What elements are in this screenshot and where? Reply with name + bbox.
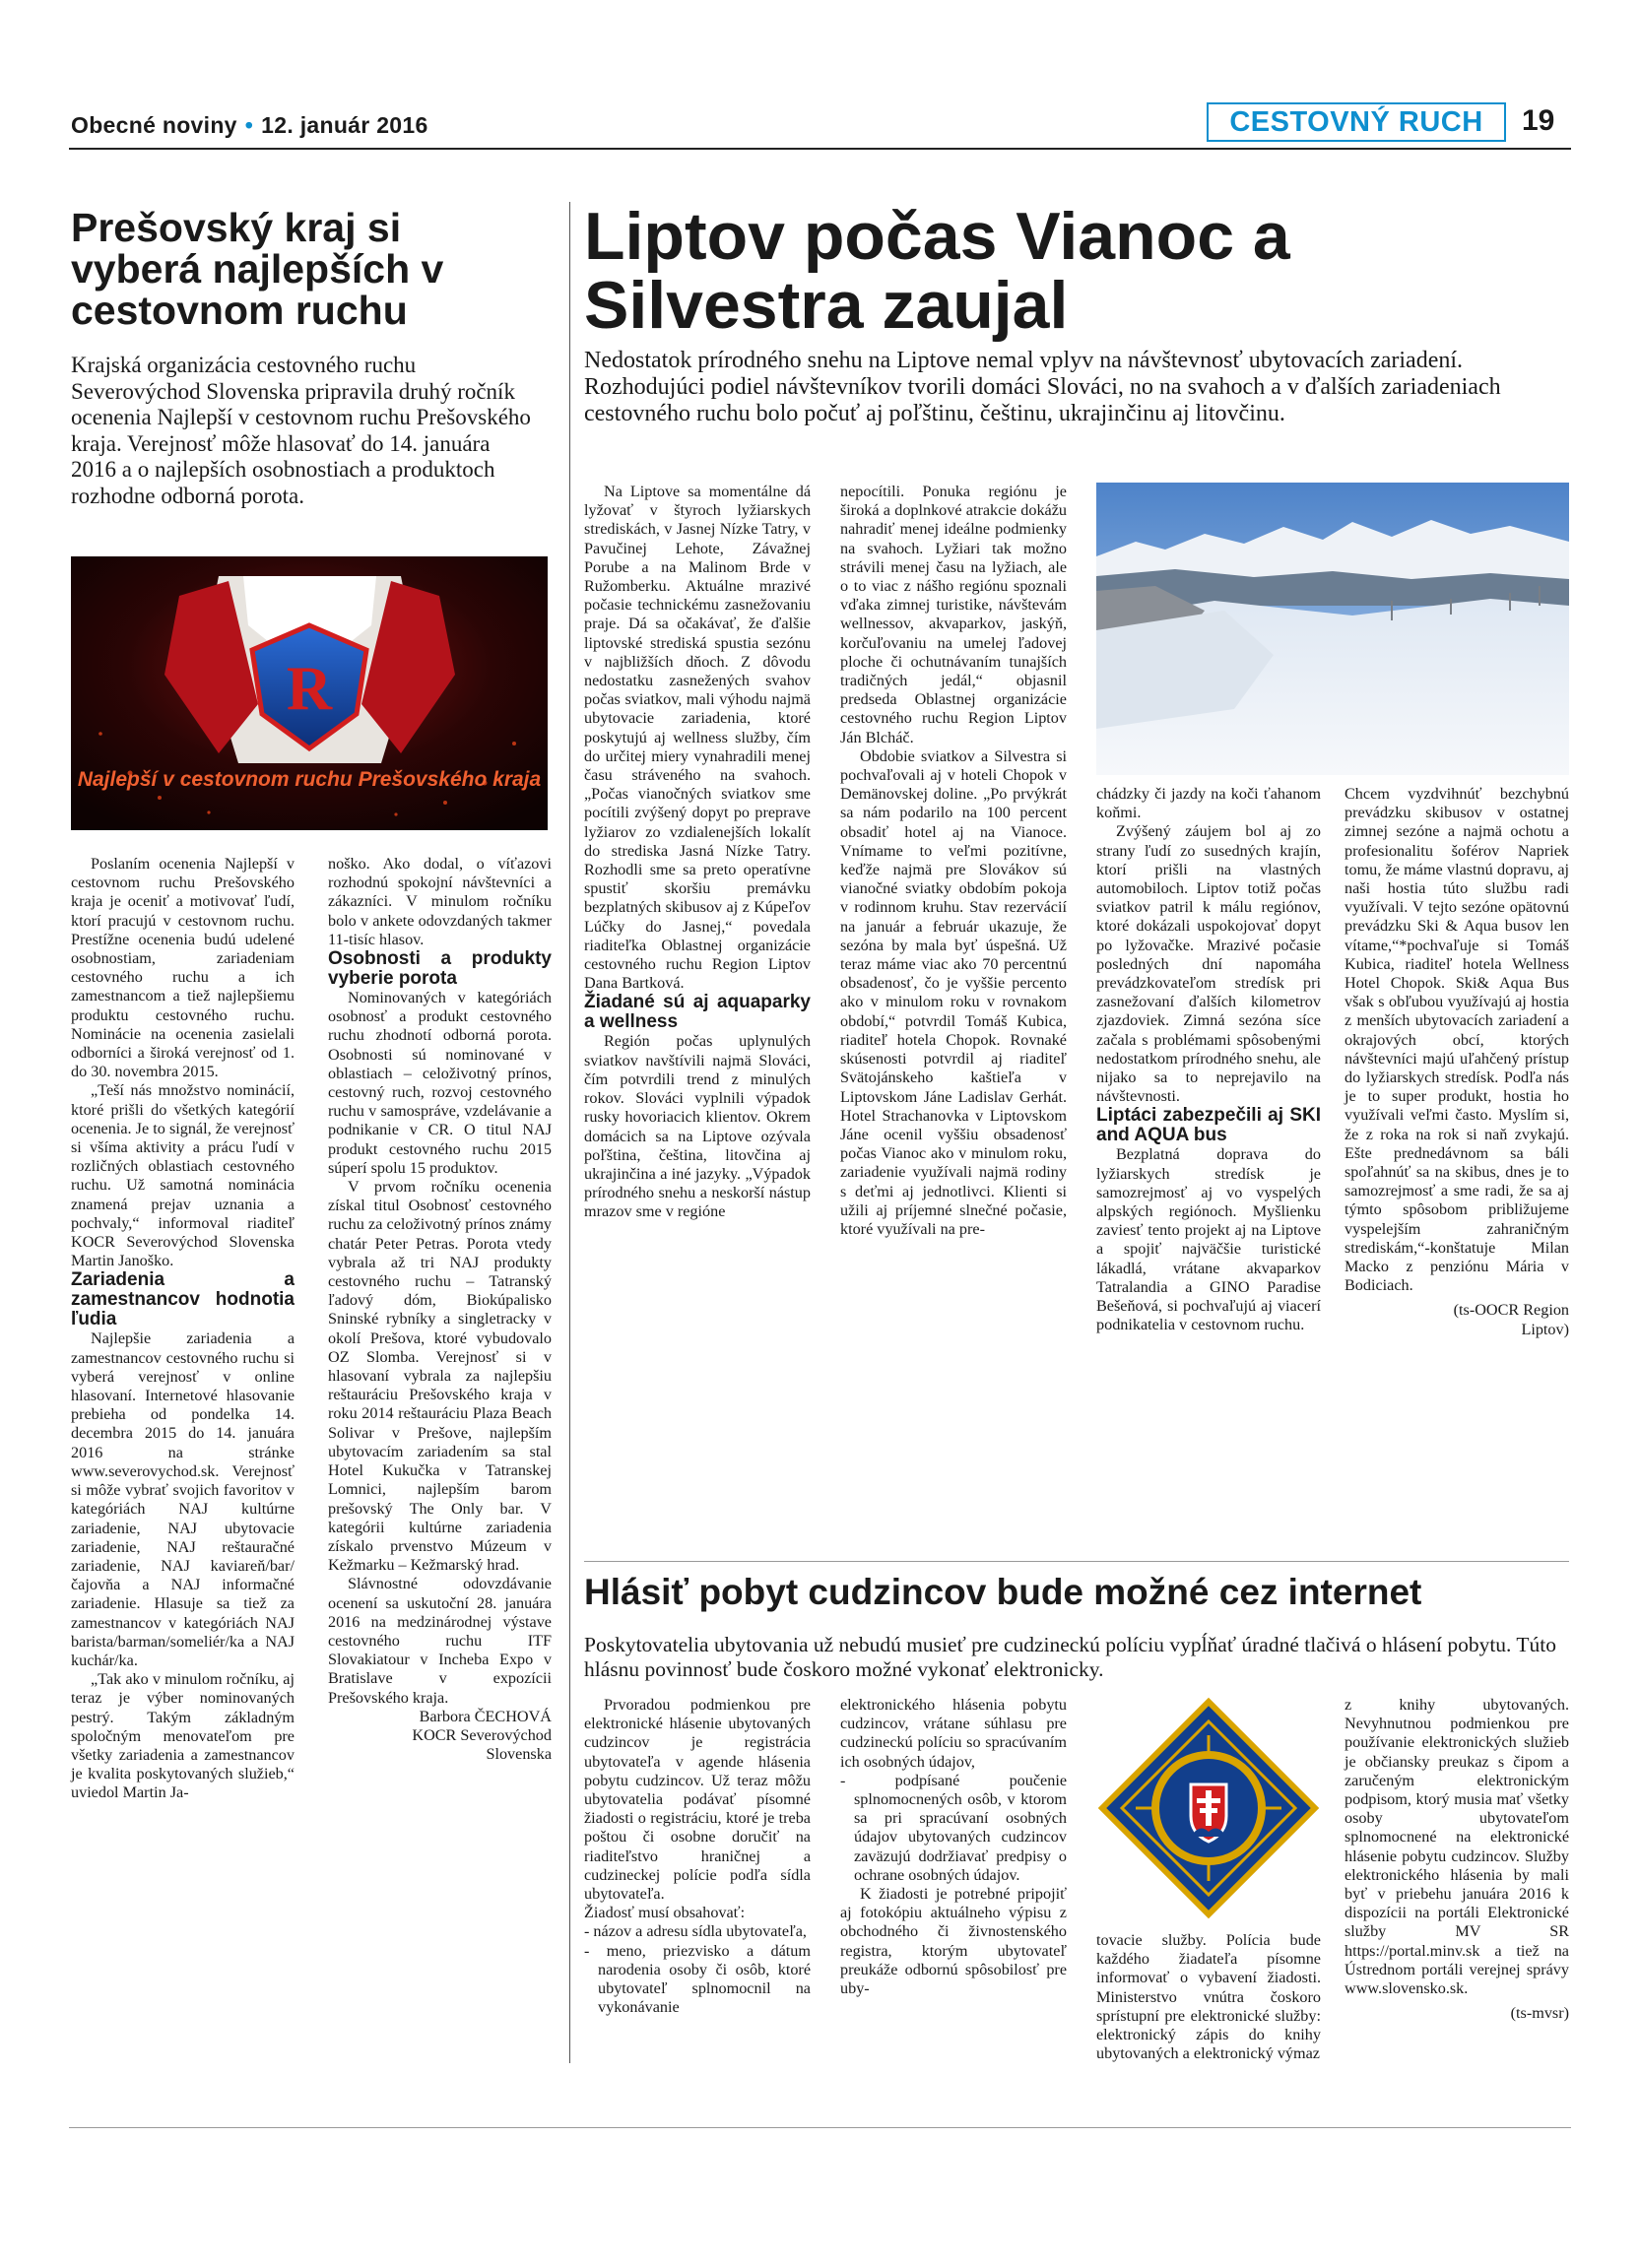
issue-date: 12. január 2016 — [261, 112, 428, 138]
page-number: 19 — [1522, 104, 1555, 137]
paragraph: Bezplatná doprava do lyžiarskych stredísk je samozrejmosť aj vo vyspelých alpských regiónoch. Myšlienku zaviesť tento projekt aj na Liptove a spojiť najväčšie turistické lákadlá, vrátane akvaparkov Tatralandia a GINO Paradise Bešeňová, si pochvaľujú aj viacerí podnikatelia v cestovnom ruchu. — [1096, 1145, 1321, 1334]
paragraph: V prvom ročníku ocenenia získal titul Osobnosť cestovného ruchu za celoživotný prínos známy chatár Peter Petras. Porota vtedy vybrala až tri NAJ produkty cestovného ruchu – Tatranský ľadový dóm, Biokúpalisko Sninské rybníky a singletracky v okolí Prešova, ktoré vybudovalo OZ Slomba. Verejnosť si v hlasovaní vybrala za najlepšiu reštauráciu Prešovského kraja v roku 2014 reštauráciu Plaza Beach Solivar v Prešove, najlepším ubytovacím zariadením sa stal Hotel Kukučka v Tatranskej Lomnici, najlepším barom prešovský The Only bar. V kategórii kultúrne zariadenia získalo prvenstvo Múzeum v Kežmarku – Kežmarský hrad. — [328, 1178, 552, 1575]
paragraph: Najlepšie zariadenia a zamestnancov cestovného ruchu si vyberá verejnosť v online hlasovaní. Internetové hlasovanie prebieha od pondelka 14. decembra 2015 do 14. januára 2016 na stránke www.severovychod.sk. Verejnosť si môže vybrať svojich favoritov v kategóriách NAJ kultúrne zariadenie, NAJ ubytovacie zariadenie, NAJ reštauračné zariadenie, NAJ kaviareň/bar/čajovňa a NAJ informačné zariadenie. Hlasuje sa tiež za zamestnancov v kategóriách NAJ barista/barman/someliér/ka a NAJ kuchár/ka. — [71, 1329, 295, 1669]
signature-line: Liptov) — [1521, 1320, 1569, 1338]
paragraph: z knihy ubytovaných. Nevyhnutnou podmienkou pre používanie elektronických služieb je občiansky preukaz s čipom a zaručeným elektronickým podpisom, ktorý musia mať všetky osoby ubytovateľom splnomocnené na elektronické hlásenie pobytu cudzincov. Služby elektronického hlásenia by mali byť v priebehu januára 2016 k dispozícii na portáli Elektronické služby MV SR https://portal.minv.sk a tiež na Ústrednom portáli verejnej správy www.slovensko.sk. — [1345, 1696, 1569, 1998]
signature-line: KOCR Severovýchod — [412, 1725, 552, 1744]
paragraph: K žiadosti je potrebné pripojiť aj fotokópiu aktuálneho výpisu z obchodného či živnostenského registra, ktorým ubytovateľ preukáže odbornú spôsobilosť pre uby- — [840, 1885, 1067, 1998]
svg-text:R: R — [286, 653, 333, 723]
paragraph: Na Liptove sa momentálne dá lyžovať v štyroch lyžiarskych strediskách, v Jasnej Nízke Tatry, v Pavučinej Lehote, Závažnej Porube a na Malinom Brde v Ružomberku. Aktuálne mrazivé počasie technickému zasnežovaniu praje. Dá sa očakávať, že ďalšie liptovské strediská spustia sezónu v najbližších dňoch. Z dôvodu nedostatku zasnežených svahov počas sviatkov, mali výhodu najmä ubytovacie zariadenia, ktoré poskytujú aj wellness služby, čím do určitej miery vynahradili menej času stráveného na svahoch. „Počas vianočných sviatkov sme pocítili zvýšený dopyt po preprave lyžiarov zo vzdialenejších lokalít do strediska Jasná Nízke Tatry. Rozhodli sme sa preto operatívne spustiť skoršiu premávku bezplatných skibusov aj z Kúpeľov Lúčky do Jasnej,“ povedala riaditeľka Oblastnej organizácie cestovného ruchu Region Liptov Dana Bartková. — [584, 483, 811, 993]
paragraph: chádzky či jazdy na koči ťahanom koňmi. — [1096, 785, 1321, 822]
masthead — [71, 112, 428, 139]
header-rule — [69, 148, 1571, 150]
paragraph: Slávnostné odovzdávanie ocenení sa uskutoční 28. januára 2016 na medzinárodnej výstave cestovného ruchu ITF Slovakiatour v Incheba Expo v Bratislave v expozícii Prešovského kraja. — [328, 1575, 552, 1707]
paragraph: Poslaním ocenenia Najlepší v cestovnom ruchu Prešovského kraja je oceniť a motivovať ľudí, ktorí pracujú v cestovnom ruchu. Prestížne ocenenia budú udelené osobnostiam, zariadeniam cestovného ruchu a ich zamestnancom a tiež najlepšiemu produktu cestovného ruchu. Nominácie na ocenenia zasielali odborníci a široká verejnosť od 1. do 30. novembra 2015. — [71, 855, 295, 1081]
subheading: Osobnosti a produkty vyberie porota — [328, 948, 552, 990]
liptov-col-3 — [1096, 785, 1321, 1334]
subheading: Zariadenia a zamestnancov hodnotia ľudia — [71, 1269, 295, 1330]
police-emblem-icon — [1096, 1696, 1321, 1920]
liptov-col-4 — [1345, 785, 1569, 1339]
liptov-title: Liptov počas Vianoc a Silvestra zaujal — [584, 199, 1290, 343]
footer-rule — [69, 2127, 1571, 2128]
presov-lead: Krajská organizácia cestovného ruchu Severovýchod Slovenska pripravila druhý ročník ocenenia Najlepší v cestovnom ruchu Prešovského kraja. Verejnosť môže hlasovať do 14. januára 2016 a o najlepších osobnostiach a produktoch rozhodne odborná porota. — [71, 353, 531, 508]
ministry-emblem — [1096, 1696, 1321, 1920]
paragraph: Zvýšený záujem bol aj zo strany ľudí zo susedných krajín, ktorí prišli na vlastných automobiloch. Liptov totiž počas sviatkov patril k málu regiónov, ktoré dokázali uspokojovať dopyt po lyžovačke. Mrazivé počasie posledných dní napomáha prevádzkovateľom stredísk pri zasnežovaní ďalších kilometrov zjazdoviek. Zimná sezóna síce začala s problémami spôsobenými nedostatkom prírodného snehu, ale nijako sa to neprejavilo na návštevnosti. — [1096, 822, 1321, 1106]
signature-line: Slovenska — [486, 1745, 552, 1764]
presov-award-image — [71, 556, 548, 830]
signature-line: (ts-mvsr) — [1510, 2004, 1569, 2023]
list-item: - meno, priezvisko a dátum narodenia osoby či osôb, ktoré ubytovateľ splnomocnil na vykonávanie — [584, 1941, 811, 2017]
paragraph: Chcem vyzdvihnúť bezchybnú prevádzku skibusov v ostatnej zimnej sezóne a najmä ochotu a profesionalitu šoférov Napriek tomu, že máme vlastnú dopravu, aj naši hostia túto službu radi využívali. V tejto sezóne opätovnú prevádzku Ski & Aqua busov len vítame,“*pochvaľuje si Tomáš Kubica, riaditeľ hotela Wellness Hotel Chopok. Ski& Aqua Bus však s obľubou využívajú aj hostia z menších ubytovacích zariadení a okrajových obcí, ktorých návštevníci majú uľahčený prístup do lyžiarskych stredísk. Podľa nás je to super produkt, hostia ho využívali veľmi často. Myslím si, že z roka na rok si naň zvykajú. Ešte prednedávnom sa báli spoľahnúť sa na skibus, dnes je to samozrejmosť a sme radi, že sa aj týmto spôsobom približujeme vyspelejším zahraničným strediskám,“-konštatuje Milan Macko z penziónu Mária v Bodiciach. — [1345, 785, 1569, 1295]
paragraph: „Tak ako v minulom ročníku, aj teraz je výber nominovaných pestrý. Takým základným spoločným menovateľom pre všetky zariadenia a zamestnancov je kvalita poskytovaných služieb,“ uviedol Martin Ja- — [71, 1670, 295, 1802]
list-item: - podpísané poučenie splnomocnených osôb, v ktorom sa pri spracúvaní osobných údajov ubytovaných cudzincov zaväzujú dodržiavať predpisy o ochrane osobných údajov. — [840, 1771, 1067, 1884]
cudzinci-lead: Poskytovatelia ubytovania už nebudú musieť pre cudzineckú políciu vypĺňať úradné tlačivá o hlásení pobytu. Túto hlásnu povinnosť bude čoskoro možné vykonať elektronicky. — [584, 1633, 1557, 1681]
cudzinci-col-4 — [1345, 1696, 1569, 2023]
paragraph: Región počas uplynulých sviatkov navštívili najmä Slováci, čím potvrdili trend z minulých rokov. Slováci vyplnili výpadok rusky hovoriacich klientov. Okrem domácich sa na Liptove ozývala poľština, čeština, litovčina aj ukrajinčina a iné jazyky. „Výpadok prírodného snehu a neskorší nástup mrazov sme v regióne — [584, 1032, 811, 1221]
separator-dot: • — [244, 112, 254, 138]
cudzinci-col-2 — [840, 1696, 1067, 1998]
subheading: Žiadané sú aj aquaparky a wellness — [584, 992, 811, 1033]
article-divider — [584, 1561, 1569, 1562]
paragraph: noško. Ako dodal, o víťazovi rozhodnú spokojní návštevníci a zákazníci. V minulom ročníku bolo v ankete odovzdaných takmer 11-tisíc hlasov. — [328, 855, 552, 948]
presov-title: Prešovský kraj si vyberá najlepších v cestovnom ruchu — [71, 205, 444, 333]
cudzinci-col-1 — [584, 1696, 811, 2017]
cudzinci-title: Hlásiť pobyt cudzincov bude možné cez internet — [584, 1572, 1422, 1612]
paragraph: elektronického hlásenia pobytu cudzincov, vrátane súhlasu pre cudzineckú políciu so spracúvaním ich osobných údajov, — [840, 1696, 1067, 1771]
signature-line: (ts-OOCR Region — [1453, 1301, 1569, 1320]
section-label: CESTOVNÝ RUCH — [1207, 102, 1506, 142]
subheading: Liptáci zabezpečili aj SKI and AQUA bus — [1096, 1105, 1321, 1146]
presov-col-2 — [328, 855, 552, 1764]
paragraph: Nominovaných v kategóriách osobnosť a produkt cestovného ruchu zhodnotí odborná porota. Osobnosti sú nominované v oblastiach – celoživotný prínos, cestovný ruch, rozvoj cestovného ruchu v samospráve, vzdelávanie a podnikanie v CR. O titul NAJ produkt cestovného ruchu 2015 súperí spolu 15 produktov. — [328, 989, 552, 1177]
liptov-col-1 — [584, 483, 811, 1222]
mountain-snow-illustration — [1096, 483, 1569, 775]
signature-line: Barbora ČECHOVÁ — [419, 1707, 552, 1725]
paragraph: Obdobie sviatkov a Silvestra si pochvaľovali aj v hoteli Chopok v Demänovskej doline. „Po prvýkrát sa nám podarilo na 100 percent obsadiť hotel aj na Vianoce. Vnímame to veľmi pozitívne, keďže najmä pre Slovákov sú vianočné sviatky obdobím pokoja v rodinnom kruhu. Stav rezervácií na január a február ukazuje, že sezóna by mala byť úspešná. Už teraz máme viac ako 70 percentnú obsadenosť, čo je vyššie percento ako v minulom roku v rovnakom období,“ potvrdil Tomáš Kubica, riaditeľ hotela Chopok. Rovnaké skúsenosti potvrdil aj riaditeľ Svätojánskeho kaštieľa v Liptovskom Jáne Ladislav Gerhát. Hotel Strachanovka v Liptovskom Jáne ocenil vyššiu obsadenosť počas Vianoc ako v minulom roku, zariadenie využívali najmä rodiny s deťmi aj jednotlivci. Klienti si užili aj príjemné slnečné počasie, ktoré využívali na pre- — [840, 746, 1067, 1238]
list-item: - názov a adresu sídla ubytovateľa, — [584, 1922, 807, 1941]
image-caption: Najlepší v cestovnom ruchu Prešovského kraja — [77, 768, 542, 791]
publication-name: Obecné noviny — [71, 112, 237, 138]
ski-slope-photo — [1096, 483, 1569, 775]
paragraph: Prvoradou podmienkou pre elektronické hlásenie ubytovaných cudzincov je registrácia ubytovateľa v agende hlásenia pobytu cudzincov. Už teraz môžu ubytovatelia podávať písomné žiadosti o registráciu, ktoré je treba poštou či osobne doručiť na riaditeľstvo hraničnej a cudzineckej polície podľa sídla ubytovateľa. — [584, 1696, 811, 1904]
liptov-col-2 — [840, 483, 1067, 1239]
presov-col-1 — [71, 855, 295, 1803]
paragraph: Žiadosť musí obsahovať: — [584, 1904, 746, 1922]
column-divider — [569, 202, 570, 2063]
paragraph: nepocítili. Ponuka regiónu je široká a doplnkové atrakcie dokážu nahradiť menej ideálne podmienky na svahoch. Lyžiari tak možno strávili menej času na lyžiach, ale o to viac z nášho regiónu spoznali vďaka zimnej turistike, návštevám wellnessov, akvaparkov, jaskýň, korčuľovaniu na umelej ľadovej ploche či ochutnávaním tunajších tradičných jedál,“ objasnil predseda Oblastnej organizácie cestovného ruchu Region Liptov Ján Blcháč. — [840, 483, 1067, 746]
liptov-lead: Nedostatok prírodného snehu na Liptove nemal vplyv na návštevnosť ubytovacích zariadení. Rozhodujúci podiel návštevníkov tvorili domáci Slováci, no na svahoch a v ďalších zariadeniach cestovného ruchu bolo počuť aj poľštinu, češtinu, ukrajinčinu aj litovčinu. — [584, 348, 1501, 427]
cudzinci-col-3 — [1096, 1931, 1321, 2063]
paragraph: „Teší nás množstvo nominácií, ktoré prišli do všetkých kategórií ocenenia. Je to signál, že verejnosť si všíma aktivity a prácu ľudí v rozličných oblastiach cestovného ruchu. Už samotná nominácia znamená prejav uznania a pochvaly,“ informoval riaditeľ KOCR Severovýchod Slovenska Martin Janoško. — [71, 1081, 295, 1270]
paragraph: tovacie služby. Polícia bude každého žiadateľa písomne informovať o vybavení žiadosti. Ministerstvo vnútra čoskoro sprístupní pre elektronické služby: elektronický zápis do knihy ubytovaných a elektronický výmaz — [1096, 1931, 1321, 2063]
